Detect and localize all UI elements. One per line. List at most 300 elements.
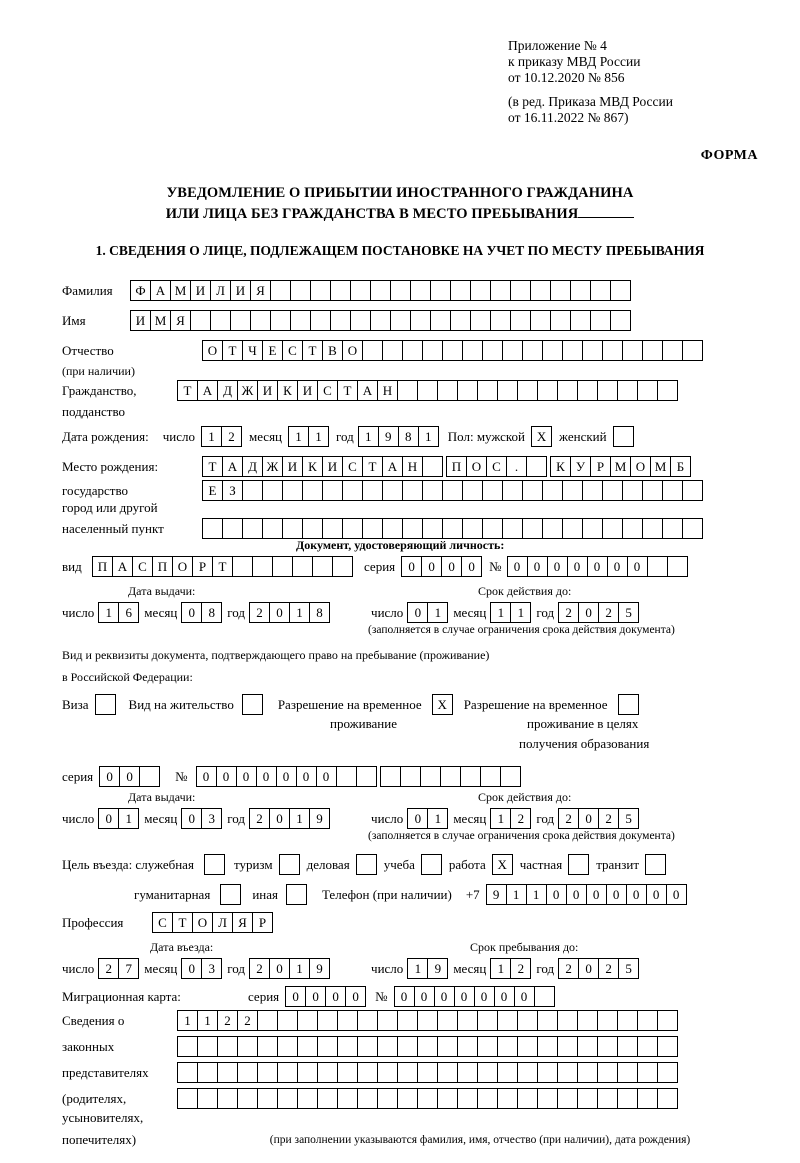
form-cell[interactable]: 9: [427, 958, 448, 979]
purpose-tourism-box[interactable]: [279, 854, 299, 875]
residence-permit-box[interactable]: [242, 694, 262, 715]
form-cell[interactable]: [657, 1036, 678, 1057]
form-cell[interactable]: [237, 1062, 258, 1083]
form-cell[interactable]: [204, 854, 225, 875]
form-cell[interactable]: 0: [196, 766, 217, 787]
form-cell[interactable]: 0: [587, 556, 608, 577]
form-cell[interactable]: К: [550, 456, 571, 477]
form-cell[interactable]: 1: [289, 958, 310, 979]
stay-day-boxes[interactable]: [407, 958, 447, 979]
form-cell[interactable]: [460, 766, 481, 787]
form-cell[interactable]: 0: [507, 556, 528, 577]
form-cell[interactable]: [482, 518, 503, 539]
form-cell[interactable]: [490, 310, 511, 331]
purpose-business-box[interactable]: [356, 854, 376, 875]
form-cell[interactable]: 1: [358, 426, 379, 447]
form-cell[interactable]: [322, 480, 343, 501]
form-cell[interactable]: 1: [490, 958, 511, 979]
form-cell[interactable]: [517, 380, 538, 401]
doc-valid-year-boxes[interactable]: [558, 602, 638, 623]
form-cell[interactable]: [342, 518, 363, 539]
form-cell[interactable]: [637, 1036, 658, 1057]
form-cell[interactable]: С: [342, 456, 363, 477]
form-cell[interactable]: [421, 854, 442, 875]
form-cell[interactable]: [177, 1088, 198, 1109]
form-cell[interactable]: [330, 280, 351, 301]
form-cell[interactable]: [450, 280, 471, 301]
form-cell[interactable]: Т: [302, 340, 323, 361]
form-cell[interactable]: [242, 518, 263, 539]
form-cell[interactable]: [602, 480, 623, 501]
form-cell[interactable]: [336, 766, 357, 787]
form-cell[interactable]: [257, 1010, 278, 1031]
form-cell[interactable]: [317, 1062, 338, 1083]
form-cell[interactable]: О: [192, 912, 213, 933]
form-cell[interactable]: [637, 1062, 658, 1083]
form-cell[interactable]: [232, 556, 253, 577]
form-cell[interactable]: [477, 1010, 498, 1031]
form-cell[interactable]: [400, 766, 421, 787]
form-cell[interactable]: С: [282, 340, 303, 361]
form-cell[interactable]: [250, 310, 271, 331]
form-cell[interactable]: 1: [407, 958, 428, 979]
form-cell[interactable]: [477, 380, 498, 401]
form-cell[interactable]: [190, 310, 211, 331]
birth-year-boxes[interactable]: [358, 426, 438, 447]
form-cell[interactable]: Т: [362, 456, 383, 477]
temp-residence-edu-box[interactable]: [618, 694, 638, 715]
form-cell[interactable]: [542, 480, 563, 501]
form-cell[interactable]: 0: [345, 986, 366, 1007]
form-cell[interactable]: [682, 340, 703, 361]
form-cell[interactable]: Е: [202, 480, 223, 501]
form-cell[interactable]: [497, 1088, 518, 1109]
form-cell[interactable]: 2: [558, 808, 579, 829]
form-cell[interactable]: [617, 380, 638, 401]
form-cell[interactable]: [217, 1062, 238, 1083]
form-cell[interactable]: М: [170, 280, 191, 301]
form-cell[interactable]: Т: [177, 380, 198, 401]
form-cell[interactable]: 1: [308, 426, 329, 447]
form-cell[interactable]: Х: [432, 694, 453, 715]
form-cell[interactable]: [262, 518, 283, 539]
form-cell[interactable]: [510, 280, 531, 301]
form-cell[interactable]: [139, 766, 160, 787]
form-cell[interactable]: [477, 1088, 498, 1109]
form-cell[interactable]: [237, 1036, 258, 1057]
form-cell[interactable]: [617, 1010, 638, 1031]
form-cell[interactable]: [257, 1062, 278, 1083]
patronymic-boxes[interactable]: [202, 340, 702, 361]
form-cell[interactable]: 5: [618, 808, 639, 829]
form-cell[interactable]: [437, 1088, 458, 1109]
form-cell[interactable]: [568, 854, 589, 875]
form-cell[interactable]: [230, 310, 251, 331]
form-cell[interactable]: 1: [510, 602, 531, 623]
form-cell[interactable]: [462, 480, 483, 501]
form-cell[interactable]: О: [202, 340, 223, 361]
form-cell[interactable]: 1: [288, 426, 309, 447]
form-cell[interactable]: [257, 1036, 278, 1057]
form-cell[interactable]: 8: [201, 602, 222, 623]
temp-residence-box[interactable]: [432, 694, 452, 715]
form-cell[interactable]: [437, 1062, 458, 1083]
form-cell[interactable]: Ж: [237, 380, 258, 401]
form-cell[interactable]: 0: [414, 986, 435, 1007]
form-cell[interactable]: [397, 1036, 418, 1057]
form-cell[interactable]: [610, 310, 631, 331]
form-cell[interactable]: 0: [181, 958, 202, 979]
form-cell[interactable]: [377, 1088, 398, 1109]
form-cell[interactable]: [617, 1088, 638, 1109]
form-cell[interactable]: С: [486, 456, 507, 477]
form-cell[interactable]: 0: [407, 602, 428, 623]
form-cell[interactable]: В: [322, 340, 343, 361]
form-cell[interactable]: 0: [566, 884, 587, 905]
form-cell[interactable]: 0: [454, 986, 475, 1007]
name-boxes[interactable]: [130, 310, 630, 331]
form-cell[interactable]: О: [342, 340, 363, 361]
form-cell[interactable]: [277, 1010, 298, 1031]
form-cell[interactable]: Т: [172, 912, 193, 933]
form-cell[interactable]: 0: [269, 808, 290, 829]
form-cell[interactable]: У: [570, 456, 591, 477]
form-cell[interactable]: [667, 556, 688, 577]
form-cell[interactable]: [242, 694, 263, 715]
form-cell[interactable]: 0: [296, 766, 317, 787]
form-cell[interactable]: [282, 480, 303, 501]
form-cell[interactable]: [437, 380, 458, 401]
form-cell[interactable]: 0: [461, 556, 482, 577]
form-cell[interactable]: 1: [289, 602, 310, 623]
form-cell[interactable]: [662, 518, 683, 539]
form-cell[interactable]: [437, 1036, 458, 1057]
form-cell[interactable]: [292, 556, 313, 577]
form-cell[interactable]: [537, 1088, 558, 1109]
form-cell[interactable]: Ф: [130, 280, 151, 301]
form-cell[interactable]: Я: [232, 912, 253, 933]
form-cell[interactable]: [252, 556, 273, 577]
form-cell[interactable]: [357, 1010, 378, 1031]
form-cell[interactable]: 0: [256, 766, 277, 787]
form-cell[interactable]: 5: [618, 958, 639, 979]
form-cell[interactable]: [402, 480, 423, 501]
form-cell[interactable]: [262, 480, 283, 501]
form-cell[interactable]: 0: [578, 958, 599, 979]
form-cell[interactable]: [330, 310, 351, 331]
form-cell[interactable]: Х: [492, 854, 513, 875]
form-cell[interactable]: 0: [99, 766, 120, 787]
mcard-number-boxes[interactable]: [394, 986, 554, 1007]
form-cell[interactable]: 0: [514, 986, 535, 1007]
form-cell[interactable]: [410, 310, 431, 331]
birthplace-state-boxes[interactable]: [202, 456, 442, 477]
form-cell[interactable]: [597, 1036, 618, 1057]
form-cell[interactable]: 1: [418, 426, 439, 447]
form-cell[interactable]: [657, 1062, 678, 1083]
form-cell[interactable]: [557, 1036, 578, 1057]
form-cell[interactable]: [277, 1036, 298, 1057]
form-cell[interactable]: 7: [118, 958, 139, 979]
form-cell[interactable]: [562, 480, 583, 501]
permit-issue-month-boxes[interactable]: [181, 808, 221, 829]
doc-issue-month-boxes[interactable]: [181, 602, 221, 623]
form-cell[interactable]: Я: [170, 310, 191, 331]
form-cell[interactable]: [317, 1036, 338, 1057]
form-cell[interactable]: [597, 1010, 618, 1031]
form-cell[interactable]: [522, 518, 543, 539]
form-cell[interactable]: [480, 766, 501, 787]
form-cell[interactable]: 0: [421, 556, 442, 577]
form-cell[interactable]: 2: [510, 958, 531, 979]
form-cell[interactable]: [337, 1010, 358, 1031]
form-cell[interactable]: [356, 854, 377, 875]
form-cell[interactable]: 2: [237, 1010, 258, 1031]
form-cell[interactable]: [322, 518, 343, 539]
doc-kind-boxes[interactable]: [92, 556, 352, 577]
form-cell[interactable]: [557, 1088, 578, 1109]
form-cell[interactable]: [647, 556, 668, 577]
form-cell[interactable]: [470, 280, 491, 301]
form-cell[interactable]: [522, 340, 543, 361]
form-cell[interactable]: 0: [269, 602, 290, 623]
form-cell[interactable]: 0: [276, 766, 297, 787]
form-cell[interactable]: [462, 518, 483, 539]
form-cell[interactable]: 0: [181, 602, 202, 623]
birthplace-city-line3-boxes[interactable]: [202, 518, 702, 539]
form-cell[interactable]: [522, 480, 543, 501]
form-cell[interactable]: [279, 854, 300, 875]
form-cell[interactable]: 0: [401, 556, 422, 577]
entry-year-boxes[interactable]: [249, 958, 329, 979]
form-cell[interactable]: [502, 518, 523, 539]
form-cell[interactable]: [417, 1036, 438, 1057]
form-cell[interactable]: [637, 1010, 658, 1031]
form-cell[interactable]: Н: [377, 380, 398, 401]
form-cell[interactable]: 2: [249, 808, 270, 829]
purpose-work-box[interactable]: [492, 854, 512, 875]
form-cell[interactable]: [557, 1010, 578, 1031]
form-cell[interactable]: [450, 310, 471, 331]
form-cell[interactable]: [502, 480, 523, 501]
form-cell[interactable]: [517, 1062, 538, 1083]
form-cell[interactable]: 0: [119, 766, 140, 787]
form-cell[interactable]: Л: [212, 912, 233, 933]
doc-issue-year-boxes[interactable]: [249, 602, 329, 623]
form-cell[interactable]: [534, 986, 555, 1007]
form-cell[interactable]: 0: [586, 884, 607, 905]
form-cell[interactable]: Р: [590, 456, 611, 477]
form-cell[interactable]: [602, 518, 623, 539]
form-cell[interactable]: [440, 766, 461, 787]
legal-rep-row-1-boxes[interactable]: [177, 1010, 677, 1031]
permit-valid-year-boxes[interactable]: [558, 808, 638, 829]
form-cell[interactable]: 0: [474, 986, 495, 1007]
form-cell[interactable]: М: [150, 310, 171, 331]
form-cell[interactable]: П: [446, 456, 467, 477]
form-cell[interactable]: М: [610, 456, 631, 477]
doc-valid-month-boxes[interactable]: [490, 602, 530, 623]
form-cell[interactable]: [590, 310, 611, 331]
form-cell[interactable]: [517, 1036, 538, 1057]
form-cell[interactable]: [542, 518, 563, 539]
form-cell[interactable]: [570, 280, 591, 301]
form-cell[interactable]: [457, 1088, 478, 1109]
permit-issue-year-boxes[interactable]: [249, 808, 329, 829]
form-cell[interactable]: [310, 280, 331, 301]
form-cell[interactable]: И: [130, 310, 151, 331]
form-cell[interactable]: [297, 1010, 318, 1031]
form-cell[interactable]: [457, 1036, 478, 1057]
form-cell[interactable]: 0: [607, 556, 628, 577]
form-cell[interactable]: [302, 480, 323, 501]
form-cell[interactable]: [422, 340, 443, 361]
form-cell[interactable]: [570, 310, 591, 331]
form-cell[interactable]: А: [150, 280, 171, 301]
phone-boxes[interactable]: [486, 884, 686, 905]
form-cell[interactable]: [542, 340, 563, 361]
form-cell[interactable]: [622, 480, 643, 501]
form-cell[interactable]: 0: [236, 766, 257, 787]
form-cell[interactable]: [410, 280, 431, 301]
birth-day-boxes[interactable]: [201, 426, 241, 447]
form-cell[interactable]: И: [257, 380, 278, 401]
form-cell[interactable]: [390, 280, 411, 301]
form-cell[interactable]: 0: [567, 556, 588, 577]
form-cell[interactable]: [682, 480, 703, 501]
form-cell[interactable]: [317, 1088, 338, 1109]
form-cell[interactable]: [442, 340, 463, 361]
form-cell[interactable]: [437, 1010, 458, 1031]
form-cell[interactable]: 0: [394, 986, 415, 1007]
form-cell[interactable]: [645, 854, 666, 875]
form-cell[interactable]: [622, 518, 643, 539]
form-cell[interactable]: [310, 310, 331, 331]
purpose-private-box[interactable]: [568, 854, 588, 875]
form-cell[interactable]: 6: [118, 602, 139, 623]
form-cell[interactable]: [362, 340, 383, 361]
form-cell[interactable]: С: [317, 380, 338, 401]
form-cell[interactable]: 0: [626, 884, 647, 905]
form-cell[interactable]: Т: [222, 340, 243, 361]
form-cell[interactable]: [380, 766, 401, 787]
form-cell[interactable]: 1: [490, 808, 511, 829]
form-cell[interactable]: [430, 280, 451, 301]
form-cell[interactable]: 2: [217, 1010, 238, 1031]
form-cell[interactable]: [557, 1062, 578, 1083]
form-cell[interactable]: И: [230, 280, 251, 301]
permit-series-boxes[interactable]: [99, 766, 159, 787]
form-cell[interactable]: 0: [546, 884, 567, 905]
form-cell[interactable]: [357, 1062, 378, 1083]
form-cell[interactable]: [242, 480, 263, 501]
form-cell[interactable]: [217, 1088, 238, 1109]
sex-male-box[interactable]: [531, 426, 551, 447]
form-cell[interactable]: П: [92, 556, 113, 577]
form-cell[interactable]: 9: [309, 958, 330, 979]
form-cell[interactable]: [557, 380, 578, 401]
form-cell[interactable]: [422, 456, 443, 477]
form-cell[interactable]: Л: [210, 280, 231, 301]
form-cell[interactable]: 1: [177, 1010, 198, 1031]
form-cell[interactable]: [422, 518, 443, 539]
form-cell[interactable]: [357, 1088, 378, 1109]
form-cell[interactable]: [370, 310, 391, 331]
form-cell[interactable]: 1: [289, 808, 310, 829]
form-cell[interactable]: [497, 380, 518, 401]
form-cell[interactable]: [602, 340, 623, 361]
form-cell[interactable]: 0: [547, 556, 568, 577]
form-cell[interactable]: 2: [598, 958, 619, 979]
form-cell[interactable]: [470, 310, 491, 331]
form-cell[interactable]: [457, 380, 478, 401]
form-cell[interactable]: [270, 280, 291, 301]
form-cell[interactable]: [517, 1088, 538, 1109]
form-cell[interactable]: [197, 1036, 218, 1057]
form-cell[interactable]: [342, 480, 363, 501]
form-cell[interactable]: [337, 1062, 358, 1083]
form-cell[interactable]: Д: [217, 380, 238, 401]
form-cell[interactable]: [617, 1036, 638, 1057]
form-cell[interactable]: О: [466, 456, 487, 477]
form-cell[interactable]: [332, 556, 353, 577]
form-cell[interactable]: [350, 280, 371, 301]
form-cell[interactable]: [337, 1036, 358, 1057]
form-cell[interactable]: 2: [558, 958, 579, 979]
purpose-service-box[interactable]: [204, 854, 224, 875]
form-cell[interactable]: [257, 1088, 278, 1109]
form-cell[interactable]: [537, 380, 558, 401]
form-cell[interactable]: [95, 694, 116, 715]
form-cell[interactable]: С: [132, 556, 153, 577]
form-cell[interactable]: [530, 280, 551, 301]
form-cell[interactable]: 1: [427, 602, 448, 623]
form-cell[interactable]: 0: [305, 986, 326, 1007]
form-cell[interactable]: [577, 1062, 598, 1083]
form-cell[interactable]: [510, 310, 531, 331]
form-cell[interactable]: 9: [486, 884, 507, 905]
form-cell[interactable]: 0: [666, 884, 687, 905]
form-cell[interactable]: [422, 480, 443, 501]
form-cell[interactable]: [270, 310, 291, 331]
form-cell[interactable]: [642, 340, 663, 361]
form-cell[interactable]: [617, 1062, 638, 1083]
birthplace-rest2-boxes[interactable]: [550, 456, 690, 477]
form-cell[interactable]: [272, 556, 293, 577]
form-cell[interactable]: К: [302, 456, 323, 477]
form-cell[interactable]: И: [297, 380, 318, 401]
form-cell[interactable]: [377, 1036, 398, 1057]
form-cell[interactable]: [457, 1010, 478, 1031]
form-cell[interactable]: 1: [506, 884, 527, 905]
surname-boxes[interactable]: [130, 280, 630, 301]
form-cell[interactable]: 0: [606, 884, 627, 905]
form-cell[interactable]: [642, 518, 663, 539]
form-cell[interactable]: [420, 766, 441, 787]
form-cell[interactable]: [417, 1010, 438, 1031]
form-cell[interactable]: 1: [427, 808, 448, 829]
form-cell[interactable]: [562, 340, 583, 361]
form-cell[interactable]: [382, 340, 403, 361]
form-cell[interactable]: [357, 1036, 378, 1057]
form-cell[interactable]: [637, 380, 658, 401]
entry-day-boxes[interactable]: [98, 958, 138, 979]
form-cell[interactable]: [430, 310, 451, 331]
entry-month-boxes[interactable]: [181, 958, 221, 979]
purpose-study-box[interactable]: [421, 854, 441, 875]
form-cell[interactable]: 9: [378, 426, 399, 447]
form-cell[interactable]: [277, 1062, 298, 1083]
